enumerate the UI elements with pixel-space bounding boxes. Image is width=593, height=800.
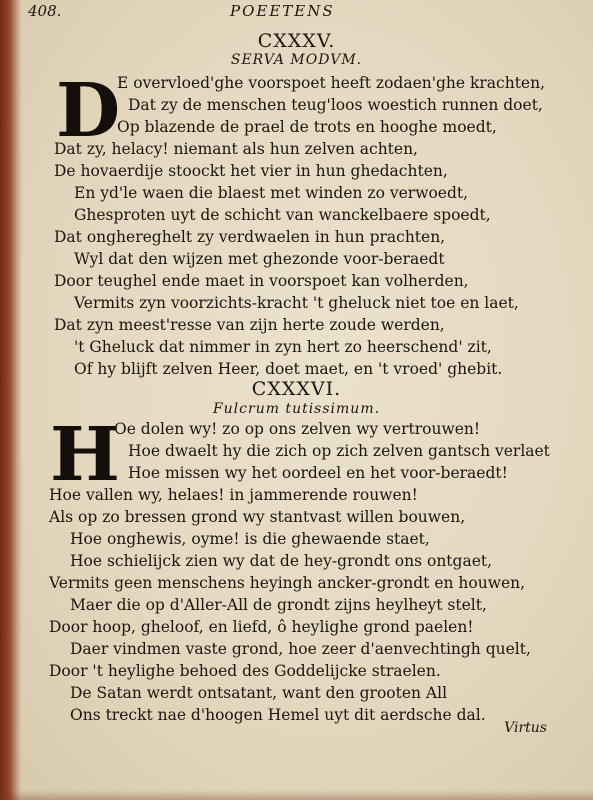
poem-line: Als op zo bressen grond wy stantvast willen bouwen, <box>49 508 466 526</box>
poem-line: Oe dolen wy! zo op ons zelven wy vertrouwen! <box>114 420 481 438</box>
poem-number: CXXXVI. <box>251 378 342 400</box>
poem-line: Dat zy, helacy! niemant als hun zelven achten, <box>54 140 418 158</box>
poem-line: Wyl dat den wijzen met ghezonde voor-beraedt <box>74 250 445 268</box>
catchword: Virtus <box>504 720 547 736</box>
poem-line: Hoe onghewis, oyme! is die ghewaende staet, <box>70 530 430 548</box>
page-bottom-edge <box>0 790 593 800</box>
page-number: 408. <box>28 2 62 20</box>
drop-cap: D <box>56 68 121 154</box>
poem-line: Hoe schielijck zien wy dat de hey-grondt ons ontgaet, <box>70 552 493 570</box>
poem-line: Door 't heylighe behoed des Goddelijcke straelen. <box>49 662 441 680</box>
poem-line: De hovaerdije stoockt het vier in hun ghedachten, <box>54 162 448 180</box>
poem-line: Vermits zyn voorzichts-kracht 't gheluck niet toe en laet, <box>74 294 519 312</box>
poem-line: Dat zy de menschen teug'loos woestich runnen doet, <box>128 96 543 114</box>
poem-line: Hoe vallen wy, helaes! in jammerende rouwen! <box>49 486 418 504</box>
poem-line: En yd'le waen die blaest met winden zo verwoedt, <box>74 184 469 202</box>
page-gutter <box>0 0 22 800</box>
poem-motto: SERVA MODVM. <box>230 52 363 68</box>
poem-line: Dat zyn meest'resse van zijn herte zoude werden, <box>54 316 445 334</box>
poem-motto: Fulcrum tutissimum. <box>212 401 381 417</box>
poem-line: Dat onghereghelt zy verdwaelen in hun prachten, <box>54 228 446 246</box>
drop-cap: H <box>50 412 120 498</box>
running-title: POEETENS <box>230 2 335 20</box>
poem-line: Hoe missen wy het oordeel en het voor-beraedt! <box>128 464 508 482</box>
poem-line: Of hy blijft zelven Heer, doet maet, en 't vroed' ghebit. <box>74 360 503 378</box>
poem-number: CXXXV. <box>257 30 336 52</box>
running-head <box>28 2 588 22</box>
poem-line: Vermits geen menschens heyingh ancker-grondt en houwen, <box>49 574 526 592</box>
poem-line: Door hoop, gheloof, en liefd, ô heylighe grond paelen! <box>49 618 474 636</box>
poem-line: Maer die op d'Aller-All de grondt zijns heylheyt stelt, <box>70 596 487 614</box>
poem-line: Door teughel ende maet in voorspoet kan volherden, <box>54 272 469 290</box>
poem-line: Ghesproten uyt de schicht van wanckelbaere spoedt, <box>74 206 491 224</box>
poem-line: E overvloed'ghe voorspoet heeft zodaen'ghe krachten, <box>117 74 546 92</box>
poem-line: Daer vindmen vaste grond, hoe zeer d'aenvechtingh quelt, <box>70 640 531 658</box>
poem-line: De Satan werdt ontsatant, want den grooten All <box>70 684 448 702</box>
poem-line: 't Gheluck dat nimmer in zyn hert zo heerschend' zit, <box>74 338 492 356</box>
poem-line: Ons treckt nae d'hoogen Hemel uyt dit aerdsche dal. <box>70 706 486 724</box>
poem-line: Op blazende de prael de trots en hooghe moedt, <box>117 118 497 136</box>
poem-line: Hoe dwaelt hy die zich op zich zelven gantsch verlaet <box>128 442 550 460</box>
